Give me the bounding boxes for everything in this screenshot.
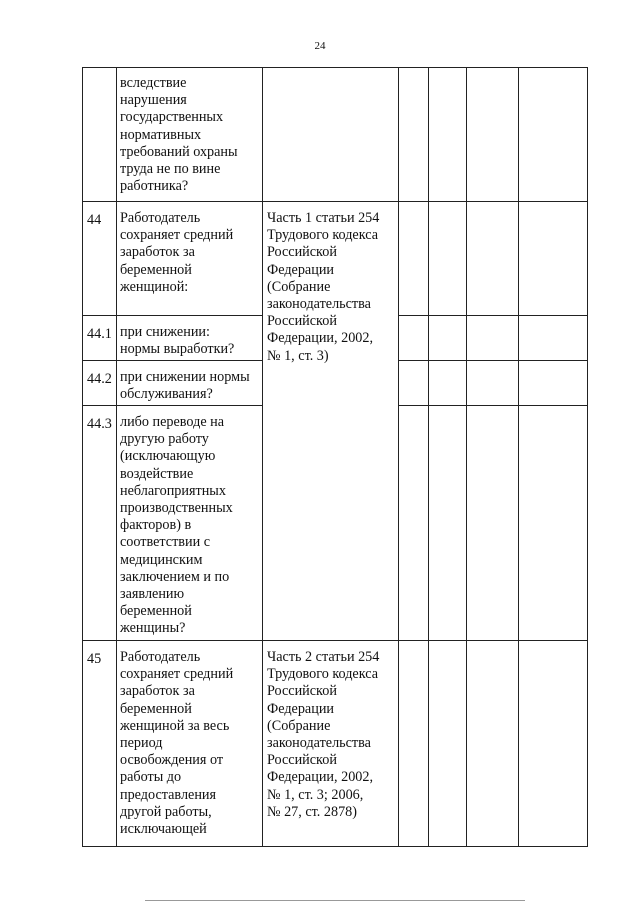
table-row <box>83 202 588 316</box>
answer-no-cell <box>429 406 467 641</box>
answer-no-cell <box>429 641 467 847</box>
note-cell <box>519 316 588 361</box>
page-number: 24 <box>314 40 326 52</box>
answer-yes-cell <box>399 202 429 316</box>
requirement-text: либо переводе на другую работу (исключающую воздействие неблагоприятных производственных факторов) в соответствии с медицинским заключением и по заявлению беременной женщины? <box>117 406 263 641</box>
answer-no-cell <box>429 316 467 361</box>
answer-no-cell <box>429 361 467 406</box>
requirement-text: вследствие нарушения государственных нормативных требований охраны труда не по вине работника? <box>117 68 263 202</box>
answer-yes-cell <box>399 641 429 847</box>
note-cell <box>519 68 588 202</box>
checklist-table <box>82 67 588 847</box>
item-number: 44.2 <box>83 361 117 406</box>
answer-no-cell <box>429 68 467 202</box>
note-cell <box>519 641 588 847</box>
legal-reference: Часть 1 статьи 254 Трудового кодекса Российской Федерации (Собрание законодательства Российской Федерации, 2002, № 1, ст. 3) <box>263 202 399 641</box>
note-cell <box>519 202 588 316</box>
answer-yes-cell <box>399 361 429 406</box>
answer-na-cell <box>467 202 519 316</box>
requirement-text: при снижении: нормы выработки? <box>117 316 263 361</box>
answer-no-cell <box>429 202 467 316</box>
answer-na-cell <box>467 406 519 641</box>
item-number <box>83 68 117 202</box>
answer-yes-cell <box>399 316 429 361</box>
item-number: 45 <box>83 641 117 847</box>
answer-na-cell <box>467 361 519 406</box>
table-row <box>83 641 588 847</box>
requirement-text: Работодатель сохраняет средний заработок за беременной женщиной за весь период освобождения от работы до предоставления другой работы, исключающей <box>117 641 263 847</box>
answer-na-cell <box>467 68 519 202</box>
answer-yes-cell <box>399 68 429 202</box>
item-number: 44.3 <box>83 406 117 641</box>
item-number: 44 <box>83 202 117 316</box>
requirement-text: при снижении нормы обслуживания? <box>117 361 263 406</box>
table-row <box>83 68 588 202</box>
note-cell <box>519 406 588 641</box>
requirement-text: Работодатель сохраняет средний заработок за беременной женщиной: <box>117 202 263 316</box>
answer-yes-cell <box>399 406 429 641</box>
answer-na-cell <box>467 641 519 847</box>
item-number: 44.1 <box>83 316 117 361</box>
note-cell <box>519 361 588 406</box>
scan-bottom-edge <box>145 900 525 901</box>
legal-reference-cell <box>263 68 399 202</box>
answer-na-cell <box>467 316 519 361</box>
legal-reference: Часть 2 статьи 254 Трудового кодекса Российской Федерации (Собрание законодательства Российской Федерации, 2002, № 1, ст. 3; 2006, № 27, ст. 2878) <box>263 641 399 847</box>
